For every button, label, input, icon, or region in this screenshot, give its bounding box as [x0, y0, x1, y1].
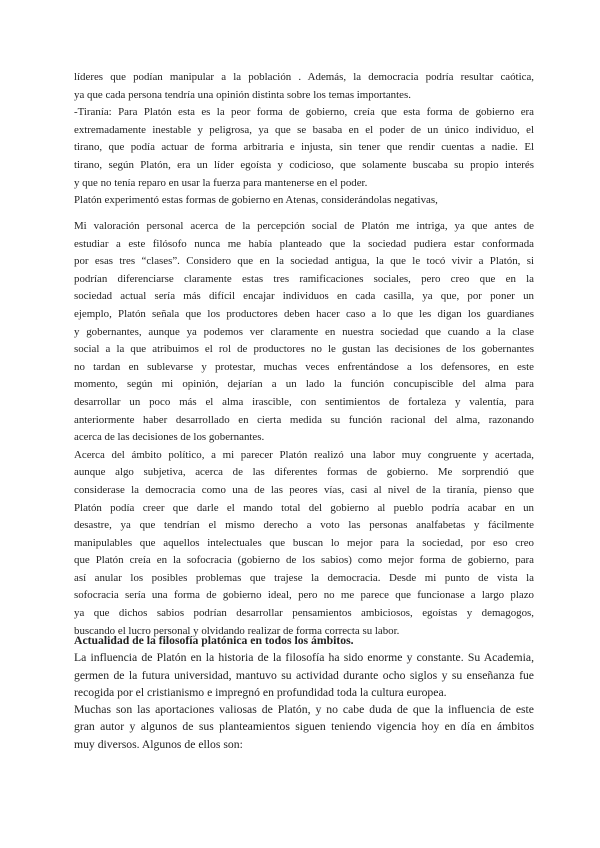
text-line: líderes que podían manipular a la población . Además, la democracia podría resultar caótica,	[74, 71, 534, 83]
text-line: recogida por el cristianismo e impregnó en profundidad toda la cultura europea.	[74, 685, 447, 699]
text-line: gran autor y algunos de sus planteamientos siguen teniendo vigencia hoy en día en ámbitos	[74, 720, 534, 734]
text-line: social a la que atribuimos el rol de productores no le gustan las decisiones de los gobernantes	[74, 343, 534, 356]
text-line: y que no tenía reparo en usar la fuerza para mantenerse en el poder.	[74, 176, 368, 189]
text-line: Platón podía creer que darle el mando total del gobierno al pueblo podría acabar en un	[74, 501, 534, 514]
text-line: por esas tres “clases”. Considero que en la sociedad antigua, la que le tocó vivir a Platón, si	[74, 255, 534, 268]
text-line: Acerca del ámbito político, a mi parecer Platón realizó una labor muy congruente y acertada,	[74, 448, 534, 461]
text-line: ya que dichos sabios podrían desarrollar pensamientos ambiciosos, egoístas y demagogos,	[74, 607, 534, 620]
text-line: estudiar a este filósofo nunca me había planteado que la sociedad pudiera estar conformada	[74, 237, 534, 250]
text-line: ejemplo, Platón señala que los productores deben hacer caso a lo que les digan los guardianes	[74, 307, 534, 320]
text-line: muy diversos. Algunos de ellos son:	[74, 737, 243, 751]
paragraph-forms-of-government	[74, 69, 534, 210]
paragraph-personal-assessment	[74, 218, 534, 640]
text-line: considerase la democracia como una de las peores vías, casi al nivel de la tiranía, pienso que	[74, 483, 534, 496]
text-line: anteriormente haber desarrollado en cierta medida su función racional del alma, razonando	[74, 413, 534, 426]
section-platonic-relevance	[74, 632, 534, 753]
text-line: sofocracia sería una forma de gobierno ideal, pero no me parece que funcionase a largo plazo	[74, 589, 534, 602]
text-line: desastre, ya que tendrían el mismo derecho a voto las personas analfabetas y fácilmente	[74, 519, 534, 532]
text-line: Platón experimentó estas formas de gobierno en Atenas, considerándolas negativas,	[74, 194, 438, 207]
text-line: germen de la futura universidad, mantuvo su actividad durante ocho siglos y su enseñanza fue	[74, 668, 534, 682]
text-line: no tardan en sublevarse y protestar, muchas veces enfrentándose a los defensores, en este	[74, 360, 534, 373]
text-line: momento, según mi opinión, dejarían a un lado la función concupiscible del alma para	[74, 378, 534, 391]
text-line: La influencia de Platón en la historia de la filosofía ha sido enorme y constante. Su Academia,	[74, 651, 534, 665]
text-line: Muchas son las aportaciones valiosas de Platón, y no cabe duda de que la influencia de este	[74, 703, 534, 717]
text-line: tirano, que podía actuar de forma arbitraria e injusta, sin tener que rendir cuentas a nadie. El	[74, 141, 534, 154]
text-line: extremadamente inestable y peligrosa, ya que se basaba en el poder de un único individuo, el	[74, 123, 534, 136]
text-line: buscando el lucro personal y olvidando realizar de forma correcta su labor.	[74, 624, 400, 637]
text-line: así anular los posibles problemas que trajese la democracia. Desde mi punto de vista la	[74, 571, 534, 584]
text-line: ya que cada persona tendría una opinión distinta sobre los temas importantes.	[74, 88, 411, 101]
text-line: aunque algo subjetiva, acerca de las diferentes formas de gobierno. Me sorprendió que	[74, 466, 534, 479]
text-line: -Tiranía: Para Platón esta es la peor forma de gobierno, creía que esta forma de gobierno era	[74, 106, 534, 119]
text-line: sociedad actual sería más difícil encajar individuos en cada casilla, ya que, por poner un	[74, 290, 534, 303]
text-line: tirano, según Platón, era un líder egoísta y codicioso, que solamente buscaba su propio interés	[74, 158, 534, 171]
text-line: y gobernantes, aunque ya podemos ver claramente en nuestra sociedad que cuando a la clase	[74, 325, 534, 338]
text-line: podrían diferenciarse claramente estas tres ramificaciones sociales, pero creo que en la	[74, 272, 534, 285]
text-line: Mi valoración personal acerca de la percepción social de Platón me intriga, ya que antes de	[74, 220, 534, 232]
text-line: que Platón creía en la sofocracia (gobierno de los sabios) como mejor forma de gobierno, para	[74, 554, 534, 567]
section-heading: Actualidad de la filosofía platónica en todos los ámbitos.	[74, 634, 354, 647]
text-line: acerca de las decisiones de los gobernantes.	[74, 431, 265, 444]
text-line: desarrollar un poco más el alma irascible, con sentimientos de fortaleza y valentía, para	[74, 395, 534, 408]
text-line: manipulables que aquellos intelectuales que buscan lo mejor para la sociedad, por eso creo	[74, 536, 534, 549]
